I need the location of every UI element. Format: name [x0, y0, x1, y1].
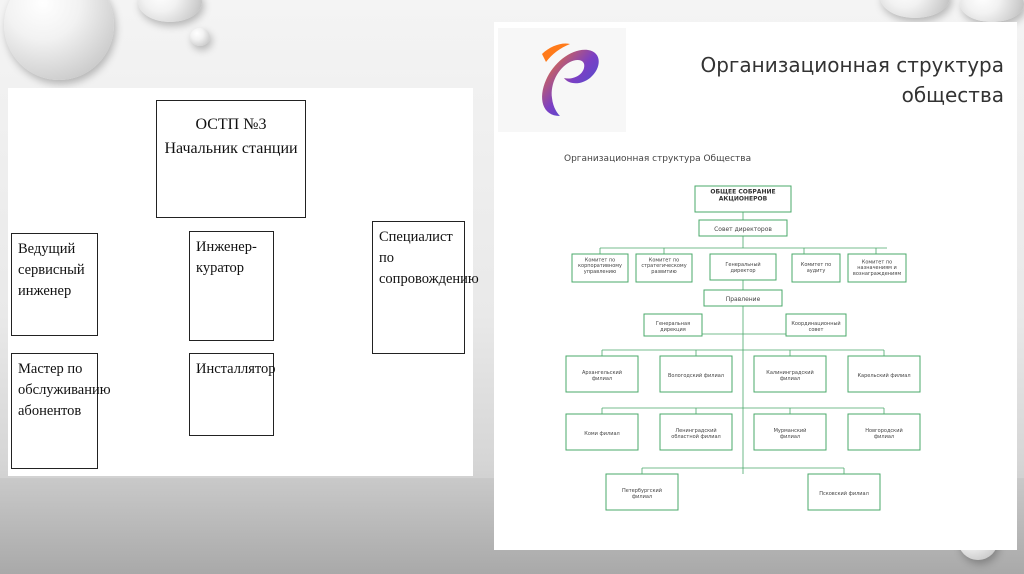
org-node-label-line: филиал [779, 433, 801, 440]
org-node-label-line: ОБЩЕЕ СОБРАНИЕ [710, 188, 776, 196]
org-node-label-line: развитию [651, 268, 677, 275]
svg-text:Совет директоров: Совет директоров [714, 226, 772, 233]
org-node-label-line: управлению [583, 268, 617, 275]
org-node-label-line: совет [808, 326, 824, 333]
svg-text:Карельский филиал: Карельский филиал [857, 373, 911, 379]
org-node-label-line: Комитет по [800, 262, 832, 269]
svg-text:Коми филиал: Коми филиал [584, 431, 620, 437]
org-node-leningrad [660, 414, 732, 450]
org-node-arkhangelsk [566, 356, 638, 392]
org-node-committee-hr [848, 254, 906, 282]
org-node-label-line: дирекция [660, 326, 686, 333]
org-node-vologda [660, 356, 732, 392]
org-node-meeting [695, 186, 791, 212]
org-node-label-line: Мурманский [773, 428, 807, 435]
org-node-general-director [710, 254, 776, 280]
org-node-label-line: Архангельский [582, 370, 622, 377]
org-node-label-line: аудиту [806, 267, 826, 274]
org-node-pskov [808, 474, 880, 510]
org-node-karelia [848, 356, 920, 392]
org-node-label-line: филиал [591, 375, 613, 382]
org-node-label-line: Комитет по [861, 259, 893, 266]
org-node-committee-strategy [636, 254, 692, 282]
org-node-label-line: филиал [631, 493, 653, 500]
org-node-label-line: Ленинградский [675, 428, 717, 435]
org-node-label-line: назначениям и [857, 265, 897, 271]
org-node-label-line: филиал [779, 375, 801, 382]
org-node-label-line: Комитет по [648, 257, 680, 264]
org-chart [494, 22, 1017, 550]
specialist-box: Специалист по сопровождению [372, 221, 465, 354]
station-head-box: ОСТП №3 Начальник станции [156, 100, 306, 218]
org-node-komi [566, 414, 638, 450]
org-node-novgorod [848, 414, 920, 450]
org-node-label-line: директор [730, 267, 756, 274]
master-box: Мастер по обслуживанию абонентов [11, 353, 98, 469]
org-node-label-line: вознаграждениям [852, 270, 902, 277]
org-chart-title: Организационная структура Общества [564, 154, 752, 164]
svg-text:Вологодский филиал: Вологодский филиал [668, 373, 724, 379]
org-node-general-directorate [644, 314, 702, 336]
station-structure-panel [8, 88, 479, 476]
org-node-committee-corp [572, 254, 628, 282]
org-node-murmansk [754, 414, 826, 450]
company-structure-panel [494, 22, 1017, 550]
org-node-coord-council [786, 314, 846, 336]
org-node-label-line: корпоративному [578, 263, 622, 269]
org-node-label-line: Координационный [791, 321, 841, 328]
installer-box: Инсталлятор [189, 353, 274, 436]
lead-engineer-box: Ведущий сервисный инженер [11, 233, 98, 336]
engineer-curator-box: Инженер- куратор [189, 231, 274, 341]
org-node-petersburg [606, 474, 678, 510]
org-node-label-line: Петербургский [621, 488, 663, 495]
svg-text:Псковский филиал: Псковский филиал [819, 491, 869, 497]
org-node-committee-audit [792, 254, 840, 282]
org-node-label-line: АКЦИОНЕРОВ [718, 195, 768, 203]
water-drop-decoration [190, 28, 210, 46]
svg-text:Правление: Правление [725, 296, 761, 303]
org-node-label-line: Комитет по [584, 257, 616, 264]
org-connectors [600, 212, 887, 474]
svg-text:Генеральнаядирекция [656, 321, 690, 333]
org-node-label-line: Генеральная [655, 321, 691, 328]
svg-text:Генеральныйдиректор [725, 261, 760, 274]
water-drop-decoration [880, 0, 950, 18]
slide-title: Организационная структура общества [700, 53, 1004, 107]
water-drop-decoration [138, 0, 202, 22]
org-node-label-line: стратегическому [641, 263, 687, 269]
org-node-management [704, 290, 782, 306]
org-node-label-line: Генеральный [725, 262, 761, 269]
org-node-label [710, 189, 775, 203]
org-node-label-line: Калининградский [766, 370, 814, 377]
water-drop-decoration [4, 0, 114, 80]
water-drop-decoration [960, 0, 1024, 22]
org-node-label-line: филиал [873, 433, 895, 440]
svg-text:Ленинградскийобластной филиал [671, 427, 720, 440]
org-node-kaliningrad [754, 356, 826, 392]
org-node-label-line: областной филиал [671, 433, 721, 440]
org-node-label-line: Новгородский [865, 428, 903, 435]
org-node-board [699, 220, 787, 236]
